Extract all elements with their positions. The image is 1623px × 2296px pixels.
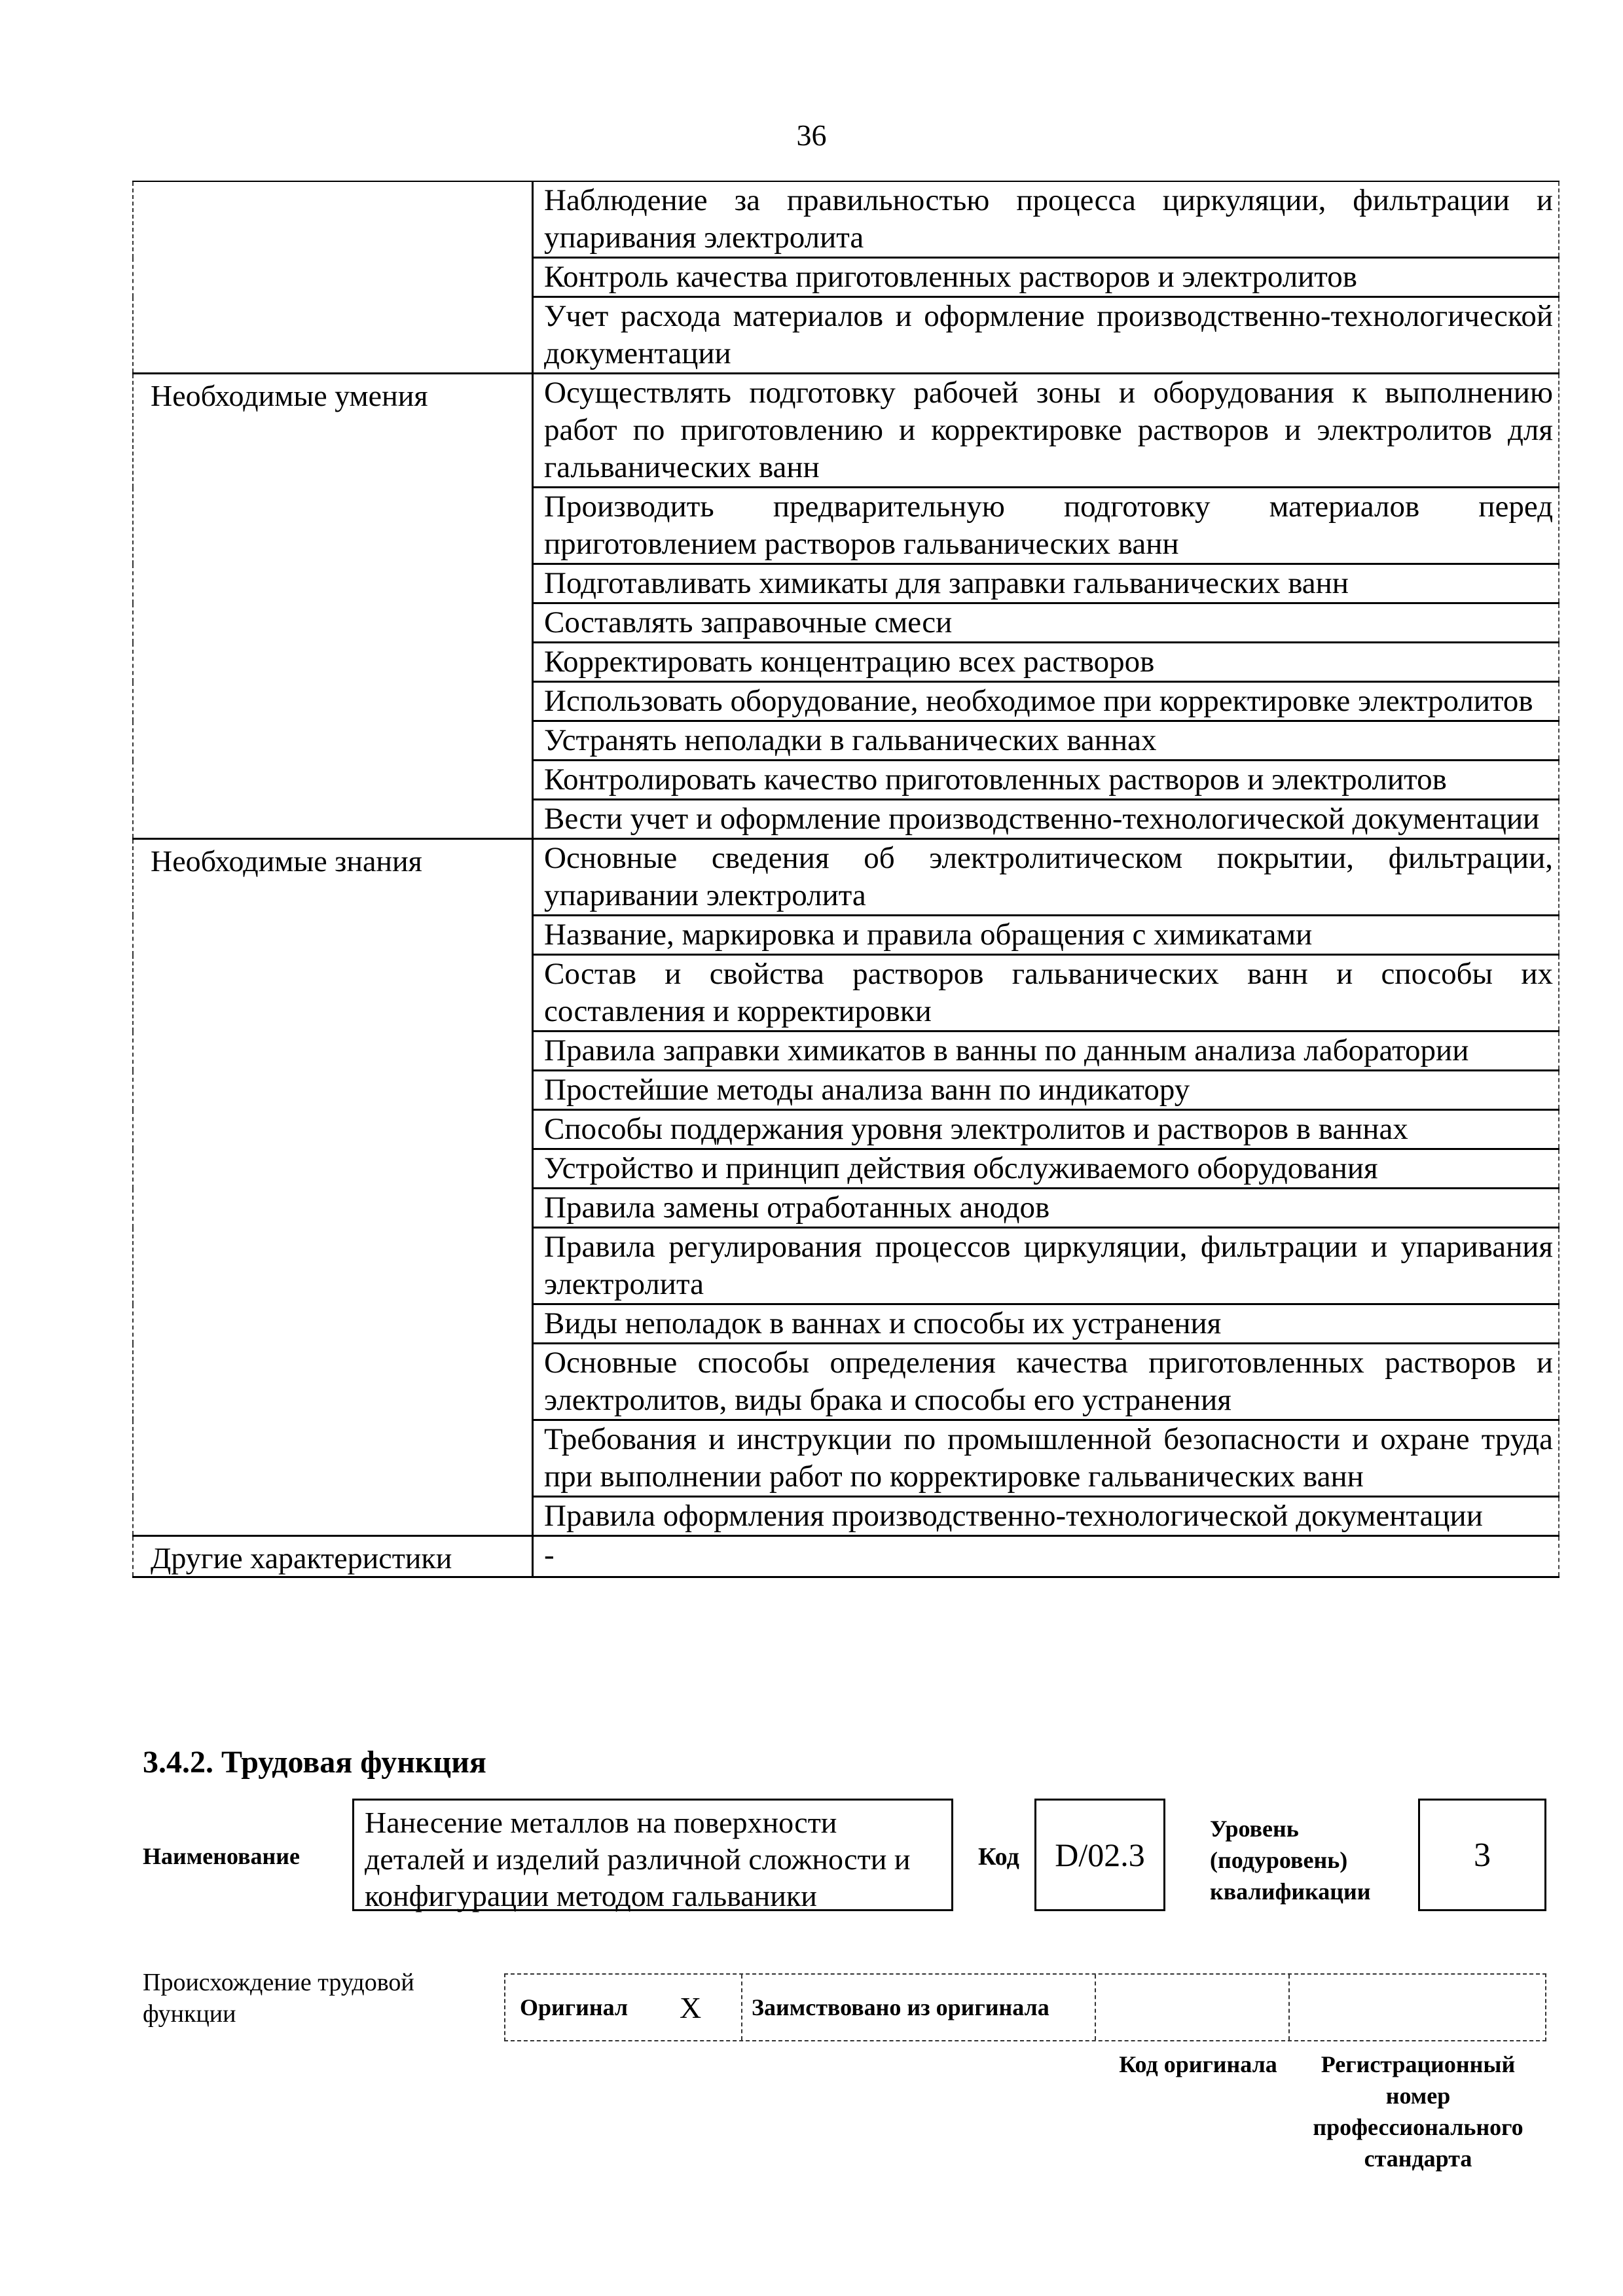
table-row <box>133 297 1559 374</box>
table-row <box>133 1420 1559 1497</box>
row-text: Наблюдение за правильностью процесса циркуляции, фильтрации и упаривания электролита <box>533 181 1559 258</box>
row-text: Простейшие методы анализа ванн по индикатору <box>533 1071 1559 1110</box>
row-label <box>133 955 533 1031</box>
reg-number-label: Регистрационный номер профессионального стандарта <box>1313 2051 1523 2172</box>
row-text: Корректировать концентрацию всех растворов <box>533 643 1559 682</box>
row-label <box>133 721 533 761</box>
table-row <box>133 1149 1559 1189</box>
level-value: 3 <box>1418 1799 1546 1911</box>
row-text: Учет расхода материалов и оформление производственно-технологической документации <box>533 297 1559 374</box>
row-text: Правила оформления производственно-технологической документации <box>533 1497 1559 1536</box>
table-row <box>133 1110 1559 1149</box>
row-text: Правила заправки химикатов в ванны по данным анализа лаборатории <box>533 1031 1559 1071</box>
row-text: Требования и инструкции по промышленной безопасности и охране труда при выполнении работ по корректировке гальванических ванн <box>533 1420 1559 1497</box>
table-row <box>133 721 1559 761</box>
row-label <box>133 1304 533 1344</box>
table-row <box>133 682 1559 721</box>
table-row <box>133 1344 1559 1420</box>
row-text: Использовать оборудование, необходимое при корректировке электролитов <box>533 682 1559 721</box>
table-row <box>133 1189 1559 1228</box>
code-value: D/02.3 <box>1034 1799 1165 1911</box>
table-row <box>133 1031 1559 1071</box>
row-text: Производить предварительную подготовку материалов перед приготовлением растворов гальванических ванн <box>533 488 1559 564</box>
table-row <box>133 603 1559 643</box>
row-label <box>133 1420 533 1497</box>
row-text: Правила замены отработанных анодов <box>533 1189 1559 1228</box>
row-text: Состав и свойства растворов гальванических ванн и способы их составления и корректировки <box>533 955 1559 1031</box>
row-text: Название, маркировка и правила обращения с химикатами <box>533 916 1559 955</box>
row-label <box>133 1228 533 1304</box>
origin-mark: X <box>680 1990 702 2024</box>
row-label <box>133 181 533 258</box>
row-label <box>133 643 533 682</box>
row-label: Другие характеристики <box>133 1536 533 1577</box>
origin-original: Оригинал <box>520 1994 629 2020</box>
row-label: Необходимые умения <box>133 374 533 488</box>
row-text: Подготавливать химикаты для заправки гальванических ванн <box>533 564 1559 603</box>
competency-table <box>132 181 1559 1578</box>
row-text: Основные сведения об электролитическом покрытии, фильтрации, упаривании электролита <box>533 839 1559 916</box>
row-text: - <box>533 1536 1559 1577</box>
table-row <box>133 1228 1559 1304</box>
table-row <box>133 1536 1559 1577</box>
table-row <box>133 800 1559 839</box>
row-text: Составлять заправочные смеси <box>533 603 1559 643</box>
table-row <box>133 564 1559 603</box>
row-text: Устранять неполадки в гальванических ваннах <box>533 721 1559 761</box>
row-label <box>133 1344 533 1420</box>
section-title: 3.4.2. Трудовая функция <box>143 1745 486 1780</box>
row-text: Устройство и принцип действия обслуживаемого оборудования <box>533 1149 1559 1189</box>
row-text: Правила регулирования процессов циркуляции, фильтрации и упаривания электролита <box>533 1228 1559 1304</box>
row-label: Необходимые знания <box>133 839 533 916</box>
row-label <box>133 1071 533 1110</box>
page-number: 36 <box>796 118 827 152</box>
level-label: Уровень (подуровень) квалификации <box>1210 1816 1371 1905</box>
row-text: Основные способы определения качества приготовленных растворов и электролитов, виды брака и способы его устранения <box>533 1344 1559 1420</box>
table-row <box>133 374 1559 488</box>
row-text: Виды неполадок в ваннах и способы их устранения <box>533 1304 1559 1344</box>
row-text: Способы поддержания уровня электролитов и растворов в ваннах <box>533 1110 1559 1149</box>
row-label <box>133 761 533 800</box>
origin-row <box>504 1973 1546 2041</box>
table-row <box>133 258 1559 297</box>
row-label <box>133 603 533 643</box>
row-label <box>133 297 533 374</box>
row-label <box>133 1497 533 1536</box>
table-row <box>133 1304 1559 1344</box>
row-label <box>133 916 533 955</box>
name-value: Нанесение металлов на поверхности деталей и изделий различной сложности и конфигурации методом гальваники <box>352 1799 953 1911</box>
table-row <box>133 1497 1559 1536</box>
row-label <box>133 1189 533 1228</box>
row-text: Вести учет и оформление производственно-технологической документации <box>533 800 1559 839</box>
row-label <box>133 488 533 564</box>
table-row <box>133 839 1559 916</box>
row-label <box>133 682 533 721</box>
row-text: Осуществлять подготовку рабочей зоны и оборудования к выполнению работ по приготовлению и корректировке растворов и электролитов для гальванических ванн <box>533 374 1559 488</box>
row-label <box>133 564 533 603</box>
origin-borrowed: Заимствовано из оригинала <box>752 1994 1049 2020</box>
table-row <box>133 955 1559 1031</box>
code-original-label: Код оригинала <box>1119 2051 1277 2077</box>
name-label: Наименование <box>143 1843 300 1869</box>
origin-label: Происхождение трудовой функции <box>143 1969 414 2028</box>
table-row <box>133 643 1559 682</box>
table-row <box>133 916 1559 955</box>
code-label: Код <box>978 1843 1019 1871</box>
table-row <box>133 761 1559 800</box>
table-row <box>133 488 1559 564</box>
row-label <box>133 800 533 839</box>
row-label <box>133 1031 533 1071</box>
row-label <box>133 1149 533 1189</box>
table-row <box>133 181 1559 258</box>
table-row <box>133 1071 1559 1110</box>
row-text: Контроль качества приготовленных растворов и электролитов <box>533 258 1559 297</box>
row-label <box>133 258 533 297</box>
row-label <box>133 1110 533 1149</box>
row-text: Контролировать качество приготовленных растворов и электролитов <box>533 761 1559 800</box>
